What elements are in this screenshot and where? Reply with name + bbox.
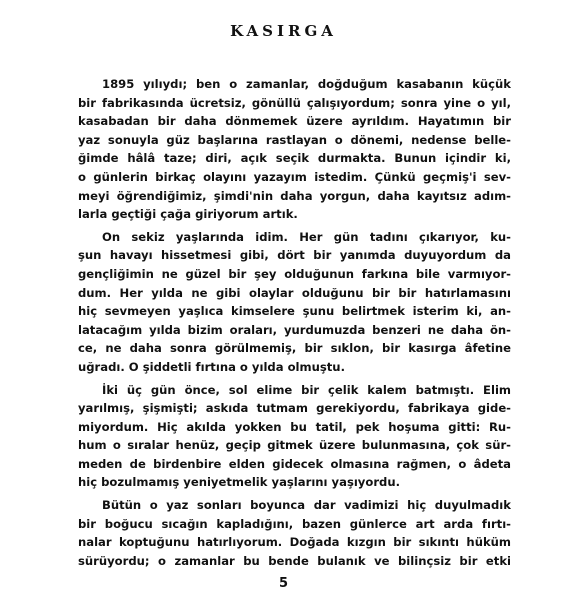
text-line: gençliğimin ne güzel bir şey olduğunun farkına bile varmıyor-: [78, 266, 511, 281]
page-number: 5: [278, 576, 289, 591]
text-line: hiç sevmeyen yaşlıca kimselere şunu belirtmek isterim ki, an-: [78, 304, 511, 319]
paragraph: [78, 228, 511, 377]
text-line: sürüyordu; o zamanlar bu bende bulanık ve bilinçsiz bir etki: [78, 553, 511, 568]
text-line: ğimde hâlâ taze; diri, açık seçik durmakta. Bunun içindir ki,: [78, 151, 511, 166]
chapter-title: KASIRGA: [230, 22, 337, 40]
text-line: meyi öğrendiğimiz, şimdi'nin daha yorgun, daha kayıtsız adım-: [78, 188, 511, 203]
paragraph: [78, 381, 511, 493]
text-line: İki üç gün önce, sol elime bir çelik kalem batmıştı. Elim: [102, 382, 511, 397]
text-line: şun havayı hissetmesi gibi, dört bir yanımda duyuyordum da: [78, 248, 511, 263]
text-line: uğradı. O şiddetli fırtına o yılda olmuştu.: [78, 359, 345, 374]
text-line: hum o sıralar henüz, geçip gitmek üzere bulunmasına, çok sür-: [78, 438, 511, 453]
text-line: nalar koptuğunu hatırlıyorum. Doğada kızgın bir sıkıntı hüküm: [78, 535, 511, 550]
paragraph: [78, 75, 511, 224]
text-line: bir boğucu sıcağın kapladığını, bazen günlerce art arda fırtı-: [78, 516, 511, 531]
text-line: bir fabrikasında ücretsiz, gönüllü çalışıyordum; sonra yine o yıl,: [78, 95, 511, 110]
text-line: 1895 yılıydı; ben o zamanlar, doğduğum kasabanın küçük: [102, 77, 511, 91]
text-line: yarılmış, şişmişti; askıda tutmam gerekiyordu, fabrikaya gide-: [78, 401, 511, 416]
text-line: Bütün o yaz sonları boyunca dar vadimizi hiç duyulmadık: [102, 498, 511, 513]
text-line: larla geçtiği çağa giriyorum artık.: [78, 207, 298, 222]
text-line: ce, ne daha sonra görülmemiş, bir sıklon, bir kasırga âfetine: [78, 341, 511, 356]
text-line: On sekiz yaşlarında idim. Her gün tadını çıkarıyor, ku-: [102, 229, 511, 244]
paragraph: [78, 496, 511, 570]
body-text: [78, 75, 511, 570]
text-line: hiç bozulmamış yeniyetmelik yaşlarını yaşıyordu.: [78, 475, 401, 490]
text-line: latacağım yılda bizim oraları, yurdumuzda benzeri ne daha ön-: [78, 322, 511, 337]
text-line: kasabadan bir daha dönmemek üzere ayrıldım. Hayatımın bir: [78, 114, 511, 129]
text-line: yaz sonuyla güz başlarına rastlayan o dönemi, nedense belle-: [78, 132, 511, 147]
text-line: o günlerin birkaç olayını yazayım istedim. Çünkü geçmiş'i sev-: [78, 169, 511, 184]
text-line: dum. Her yılda ne gibi olaylar olduğunu bir bir hatırlamasını: [78, 285, 511, 300]
text-line: miyordum. Hiç akılda yokken bu tatil, pek hoşuma gitti: Ru-: [78, 419, 511, 434]
text-line: meden de birdenbire elden gidecek olmasına rağmen, o âdeta: [78, 456, 511, 471]
